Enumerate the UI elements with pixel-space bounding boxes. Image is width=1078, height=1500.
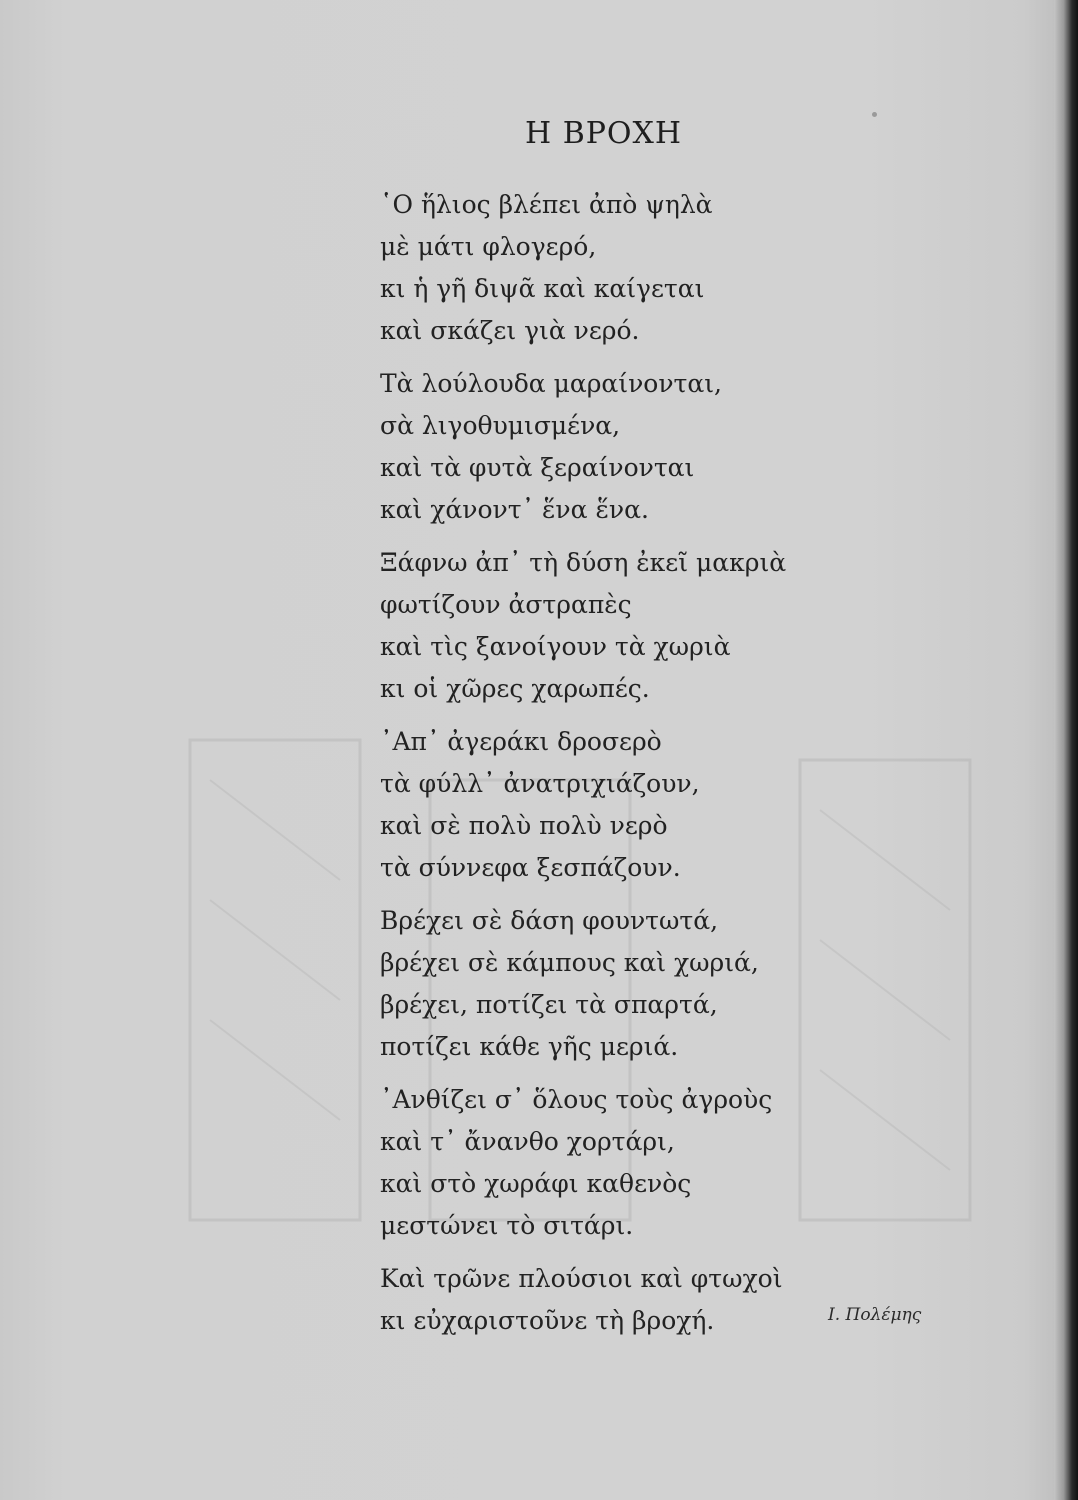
poem-line: φωτίζουν ἀστραπὲς	[380, 590, 632, 619]
poem-line: Βρέχει σὲ δάση φουντωτά,	[380, 906, 719, 935]
poem-line: καὶ τὰ φυτὰ ξεραίνονται	[380, 453, 695, 482]
stanza	[380, 900, 850, 1068]
poem-line: τὰ φύλλ᾿ ἀνατριχιάζουν,	[380, 769, 700, 798]
poem-line: καὶ τ᾿ ἄνανθο χορτάρι,	[380, 1127, 675, 1156]
stanza	[380, 184, 850, 352]
poem-line: Καὶ τρῶνε πλούσιοι καὶ φτωχοὶ	[380, 1264, 783, 1293]
stanza	[380, 363, 850, 531]
poem-line: Τὰ λούλουδα μαραίνονται,	[380, 369, 722, 398]
poem-line: ᾿Απ᾿ ἀγεράκι δροσερὸ	[380, 727, 662, 756]
poem-line: ποτίζει κάθε γῆς μεριά.	[380, 1032, 679, 1061]
poem-line: κι οἱ χῶρες χαρωπές.	[380, 674, 650, 703]
poem-author: Ι. Πολέμης	[828, 1305, 922, 1325]
poem-line: καὶ χάνοντ᾿ ἕνα ἕνα.	[380, 495, 649, 524]
poem-line: καὶ τὶς ξανοίγουν τὰ χωριὰ	[380, 632, 731, 661]
poem-line: βρέχει, ποτίζει τὰ σπαρτά,	[380, 990, 718, 1019]
stanza	[380, 1079, 850, 1247]
poem-line: βρέχει σὲ κάμπους καὶ χωριά,	[380, 948, 759, 977]
poem-line: κι εὐχαριστοῦνε τὴ βροχή.	[380, 1306, 715, 1335]
stanza	[380, 542, 850, 710]
poem-line: σὰ λιγοθυμισμένα,	[380, 411, 621, 440]
poem-body	[380, 184, 850, 1353]
poem-title: Η ΒΡΟΧΗ	[525, 116, 683, 151]
poem-line: καὶ σὲ πολὺ πολὺ νερὸ	[380, 811, 668, 840]
speck	[872, 112, 877, 117]
poem-line: καὶ σκάζει γιὰ νερό.	[380, 316, 640, 345]
poem-line: ᾿Ανθίζει σ᾿ ὅλους τοὺς ἀγροὺς	[380, 1085, 773, 1114]
poem-line: κι ἡ γῆ διψᾶ καὶ καίγεται	[380, 274, 705, 303]
poem-line: Ξάφνω ἀπ᾿ τὴ δύση ἐκεῖ μακριὰ	[380, 548, 787, 577]
stanza	[380, 1258, 850, 1342]
poem-line: τὰ σύννεφα ξεσπάζουν.	[380, 853, 681, 882]
stanza	[380, 721, 850, 889]
poem-line: καὶ στὸ χωράφι καθενὸς	[380, 1169, 692, 1198]
book-spine-shadow	[1054, 0, 1078, 1500]
poem-line: μεστώνει τὸ σιτάρι.	[380, 1211, 634, 1240]
poem-line: ῾Ο ἥλιος βλέπει ἀπὸ ψηλὰ	[380, 190, 713, 219]
poem-line: μὲ μάτι φλογερό,	[380, 232, 597, 261]
